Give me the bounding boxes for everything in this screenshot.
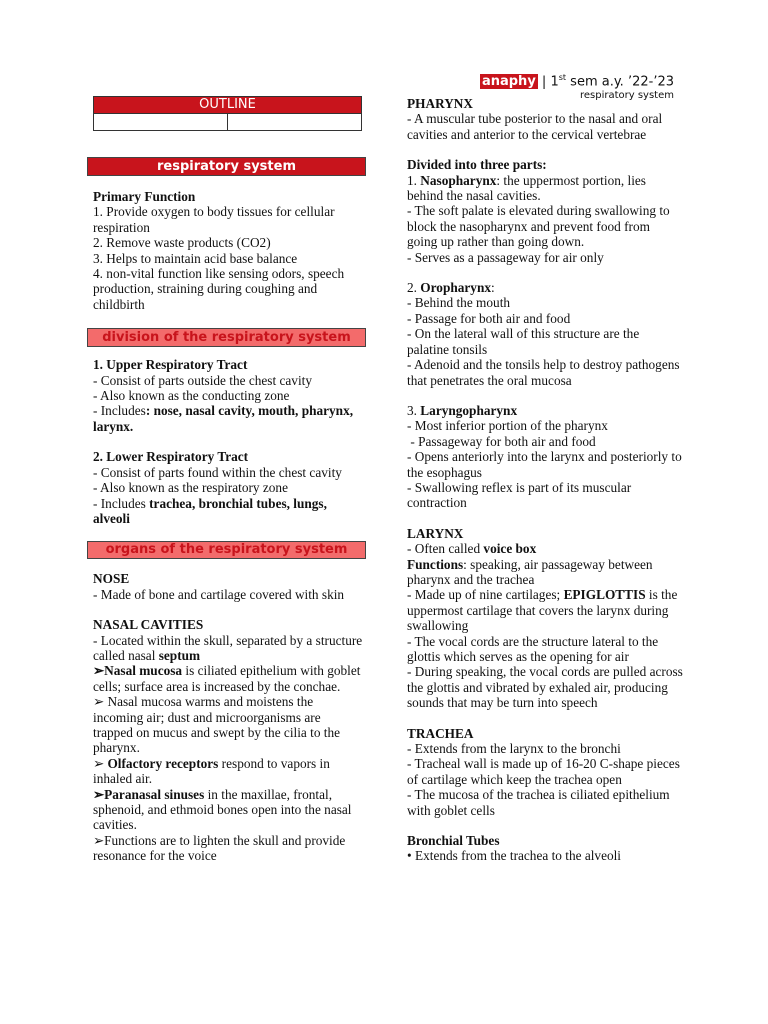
academic-year: sem a.y. ’22-’23 (566, 74, 674, 90)
nose-text: - Made of bone and cartilage covered with skin (93, 586, 345, 602)
lower-tract-heading: 2. Lower Respiratory Tract (93, 449, 249, 465)
larynx-line: - During speaking, the vocal cords are pulled across the glottis and vibrated by exhaled air, producing sounds that may be turn into speech (407, 664, 683, 711)
nasal-line: ➢Functions are to lighten the skull and provide resonance for the voice (93, 832, 346, 864)
trachea-line: - The mucosa of the trachea is ciliated epithelium with goblet cells (407, 787, 670, 818)
nose-heading: NOSE (93, 571, 130, 587)
nasal-cavities-heading: NASAL CAVITIES (93, 617, 204, 633)
primary-function-item: 4. non-vital function like sensing odors, speech production, straining during coughing and childbirth (93, 266, 345, 312)
larynx-heading: LARYNX (407, 525, 464, 541)
upper-tract-line: - Consist of parts outside the chest cavity (93, 372, 312, 388)
primary-function-item: 3. Helps to maintain acid base balance (93, 250, 298, 266)
upper-tract-line: - Also known as the conducting zone (93, 388, 290, 404)
left-column (93, 96, 363, 864)
larynx-functions: Functions: speaking, air passageway between pharynx and the trachea (407, 556, 653, 587)
trachea-heading: TRACHEA (407, 725, 474, 741)
outline-box (93, 96, 362, 131)
larynx-line: - Often called voice box (407, 541, 537, 557)
nasopharynx-line: - Serves as a passageway for air only (407, 249, 604, 265)
outline-row (94, 114, 361, 130)
primary-function-heading: Primary Function (93, 189, 196, 204)
oropharynx-line: - On the lateral wall of this structure are the palatine tonsils (407, 326, 640, 357)
lower-tract-line: - Consist of parts found within the chest cavity (93, 464, 342, 480)
nasal-line: - Located within the skull, separated by a structure called nasal septum (93, 632, 363, 663)
pharynx-text: - A muscular tube posterior to the nasal and oral cavities and anterior to the cervical vertebrae (407, 111, 663, 142)
larynx-line: - The vocal cords are the structure lateral to the glottis which serves as the opening for air (407, 633, 659, 664)
primary-function-item: 2. Remove waste products (CO2) (93, 235, 271, 251)
trachea-line: - Extends from the larynx to the bronchi (407, 741, 621, 757)
semester-suffix: st (558, 73, 567, 82)
trachea-line: - Tracheal wall is made up of 16-20 C-shape pieces of cartilage which keep the trachea open (407, 756, 680, 787)
right-column (407, 96, 683, 864)
oropharynx-line: - Adenoid and the tonsils help to destroy pathogens that penetrates the oral mucosa (407, 357, 680, 388)
header-subtitle: respiratory system (579, 90, 674, 102)
outline-cell (94, 114, 228, 130)
larynx-line: - Made up of nine cartilages; EPIGLOTTIS is the uppermost cartilage that covers the larynx during swallowing (407, 587, 678, 634)
header-separator: | (537, 74, 551, 90)
laryngopharynx-line: - Passageway for both air and food (407, 433, 596, 449)
primary-function-item: 1. Provide oxygen to body tissues for cellular respiration (93, 204, 335, 235)
oropharynx-line: - Passage for both air and food (407, 310, 571, 326)
section-heading-organs: organs of the respiratory system (87, 541, 366, 559)
oropharynx-heading: 2. Oropharynx: (407, 280, 495, 296)
bronchial-tubes-line: • Extends from the trachea to the alveoli (407, 848, 622, 864)
nasal-line: ➢Nasal mucosa is ciliated epithelium with goblet cells; surface area is increased by the conchae. (93, 663, 361, 694)
bronchial-tubes-heading: Bronchial Tubes (407, 833, 500, 849)
section-heading-respiratory-system: respiratory system (87, 157, 366, 176)
semester-number: 1 (550, 74, 559, 90)
nasal-line: ➢ Nasal mucosa warms and moistens the incoming air; dust and microorganisms are trapped on mucus and swept by the cilia to the pharynx. (93, 694, 341, 756)
upper-tract-line: - Includes: nose, nasal cavity, mouth, pharynx, larynx. (93, 403, 354, 434)
section-heading-division: division of the respiratory system (87, 328, 366, 347)
nasal-line: ➢ Olfactory receptors respond to vapors in inhaled air. (93, 755, 330, 787)
header-line (480, 70, 674, 90)
oropharynx-line: - Behind the mouth (407, 295, 511, 311)
lower-tract-line: - Also known as the respiratory zone (93, 480, 288, 496)
nasopharynx-line: 1. Nasopharynx: the uppermost portion, lies behind the nasal cavities. (407, 172, 646, 204)
laryngopharynx-heading: 3. Laryngopharynx (407, 402, 518, 418)
outline-cell (228, 114, 361, 130)
nasal-line: ➢Paranasal sinuses in the maxillae, frontal, sphenoid, and ethmoid bones open into the nasal cavities. (93, 786, 352, 833)
nasopharynx-line: - The soft palate is elevated during swallowing to block the nasopharynx and prevent food from going up rather than going down. (407, 203, 670, 250)
lower-tract-line: - Includes trachea, bronchial tubes, lungs, alveoli (93, 495, 327, 526)
laryngopharynx-line: - Most inferior portion of the pharynx (407, 418, 608, 434)
outline-title: OUTLINE (94, 97, 361, 114)
laryngopharynx-line: - Swallowing reflex is part of its muscular contraction (407, 479, 632, 511)
pharynx-heading: PHARYNX (407, 96, 474, 111)
laryngopharynx-line: - Opens anteriorly into the larynx and posteriorly to the esophagus (407, 449, 682, 480)
upper-tract-heading: 1. Upper Respiratory Tract (93, 357, 248, 373)
brand-label: anaphy (481, 74, 536, 90)
pharynx-divided: Divided into three parts: (407, 157, 547, 173)
